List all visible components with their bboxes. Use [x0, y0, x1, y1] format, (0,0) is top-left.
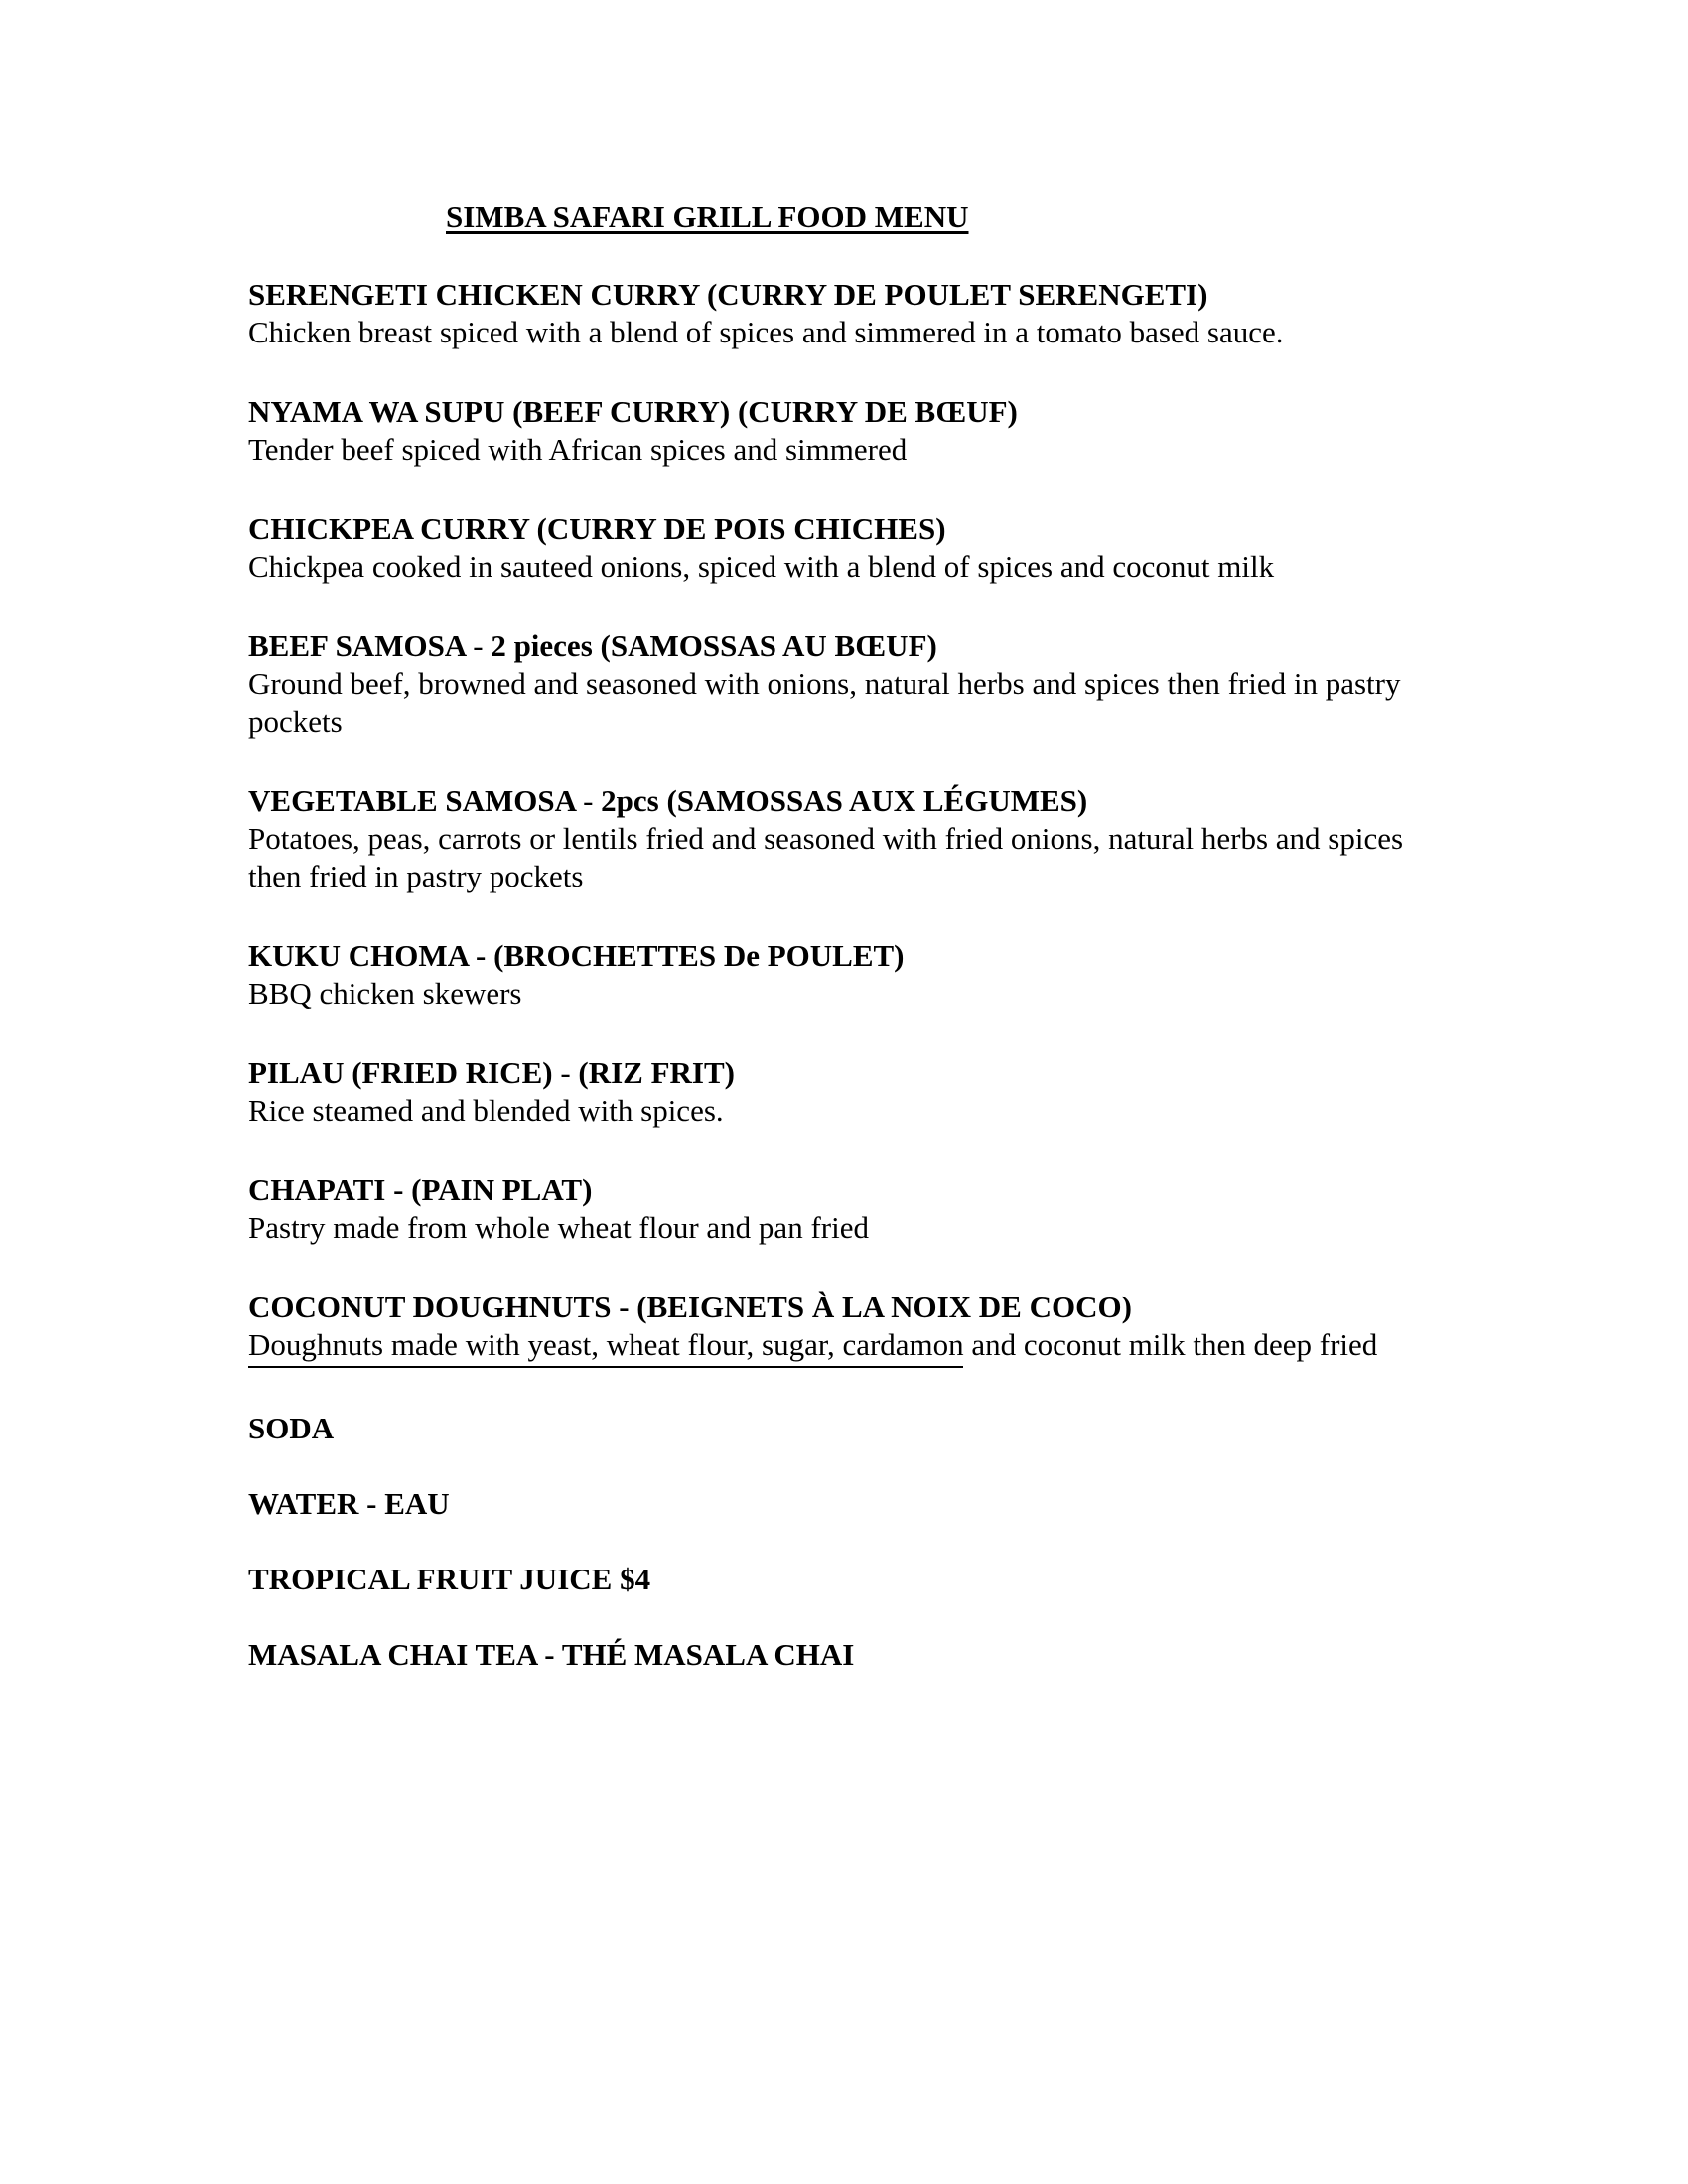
- menu-item: [248, 627, 1479, 741]
- menu-item-description: Rice steamed and blended with spices.: [248, 1093, 724, 1128]
- menu-item-name: KUKU CHOMA - (BROCHETTES De POULET): [248, 938, 905, 973]
- menu-item: [248, 276, 1479, 351]
- menu-item-name: NYAMA WA SUPU (BEEF CURRY) (CURRY DE BŒUF): [248, 394, 1018, 429]
- menu-item-name: COCONUT DOUGHNUTS - (BEIGNETS À LA NOIX DE COCO): [248, 1290, 1132, 1324]
- menu-item-name-separator: -: [473, 628, 492, 663]
- menu-title: SIMBA SAFARI GRILL FOOD MENU: [446, 200, 969, 234]
- menu-item-name-part: 2pcs (SAMOSSAS AUX LÉGUMES): [601, 783, 1088, 818]
- menu-item-description: Potatoes, peas, carrots or lentils fried and seasoned with fried onions, natural herbs and spices then fried in pastry pockets: [248, 821, 1404, 893]
- menu-item-name-part: 2 pieces (SAMOSSAS AU BŒUF): [491, 628, 937, 663]
- menu-item-description: Tender beef spiced with African spices and simmered: [248, 432, 908, 467]
- menu-item-description: Chickpea cooked in sauteed onions, spiced with a blend of spices and coconut milk: [248, 549, 1275, 584]
- menu-list: [248, 276, 1479, 1711]
- menu-item-name-part: BEEF SAMOSA: [248, 628, 474, 663]
- menu-item: [248, 937, 1479, 1013]
- menu-item: [248, 1054, 1479, 1130]
- menu-item-name: [248, 1054, 1479, 1092]
- menu-item-name: SERENGETI CHICKEN CURRY (CURRY DE POULET SERENGETI): [248, 277, 1208, 312]
- menu-item-description: Pastry made from whole wheat flour and pan fried: [248, 1210, 869, 1245]
- menu-item-name: CHAPATI - (PAIN PLAT): [248, 1172, 593, 1207]
- drink-item: MASALA CHAI TEA - THÉ MASALA CHAI: [248, 1637, 855, 1672]
- menu-item: [248, 782, 1479, 895]
- menu-item-name: [248, 627, 1479, 665]
- menu-item-name: CHICKPEA CURRY (CURRY DE POIS CHICHES): [248, 511, 946, 546]
- menu-item-description: Ground beef, browned and seasoned with onions, natural herbs and spices then fried in pastry pockets: [248, 666, 1401, 739]
- menu-item-name-separator: -: [583, 783, 602, 818]
- drink-item: SODA: [248, 1411, 335, 1445]
- menu-item: [248, 393, 1479, 469]
- menu-item-name-part: (RIZ FRIT): [578, 1055, 735, 1090]
- drink-item: WATER - EAU: [248, 1486, 450, 1521]
- menu-item-name-part: PILAU (FRIED RICE): [248, 1055, 561, 1090]
- menu-item-name: [248, 782, 1479, 820]
- menu-item-description: BBQ chicken skewers: [248, 976, 522, 1011]
- menu-item-name-part: VEGETABLE SAMOSA: [248, 783, 584, 818]
- menu-item-name-separator: -: [560, 1055, 579, 1090]
- drinks-list: [248, 1410, 1479, 1674]
- menu-item: [248, 1289, 1479, 1364]
- menu-item: [248, 510, 1479, 586]
- drink-item: TROPICAL FRUIT JUICE $4: [248, 1562, 651, 1596]
- menu-item: [248, 1171, 1479, 1247]
- menu-item-description: Doughnuts made with yeast, wheat flour, sugar, cardamon and coconut milk then deep fried: [248, 1327, 1378, 1362]
- menu-item-description: Chicken breast spiced with a blend of spices and simmered in a tomato based sauce.: [248, 315, 1284, 349]
- section-divider: [248, 1366, 963, 1368]
